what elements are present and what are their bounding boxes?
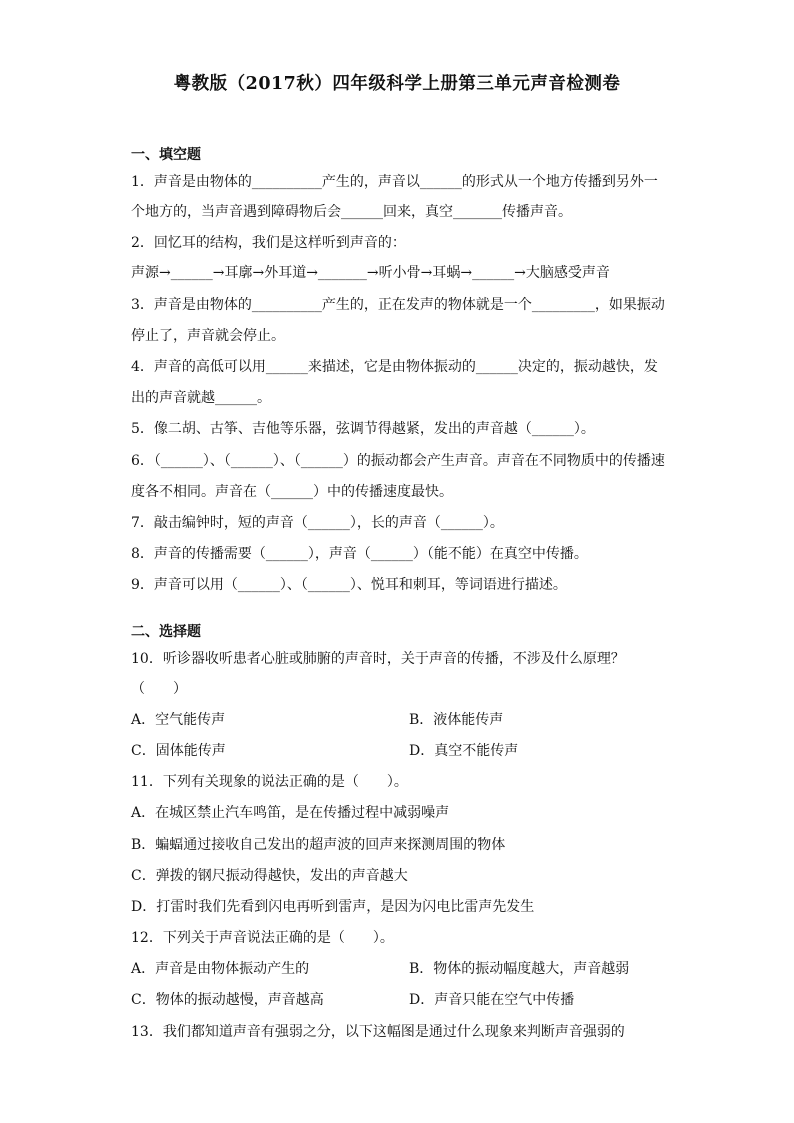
q10-option-d: D．真空不能传声 [409, 743, 519, 759]
q2-line-1: 2．回忆耳的结构，我们是这样听到声音的： [131, 235, 406, 251]
section-choice-heading: 二、选择题 [131, 624, 201, 640]
section-fill-in-heading: 一、填空题 [131, 147, 201, 163]
q12-option-b: B．物体的振动幅度越大，声音越弱 [409, 961, 630, 977]
q12-option-c: C．物体的振动越慢，声音越高 [131, 992, 324, 1008]
q7-line: 7．敲击编钟时，短的声音（______），长的声音（______）。 [131, 515, 504, 531]
q6-line-2: 度各不相同。声音在（______）中的传播速度最快。 [131, 484, 453, 500]
q10-option-b: B．液体能传声 [409, 712, 504, 728]
q11-option-d: D．打雷时我们先看到闪电再听到雷声，是因为闪电比雷声先发生 [131, 899, 535, 915]
q4-line-1: 4．声音的高低可以用______来描述，它是由物体振动的______决定的，振动越快，发 [131, 359, 658, 375]
q9-line: 9．声音可以用（______）、（______）、悦耳和刺耳，等词语进行描述。 [131, 577, 567, 593]
q5-line: 5．像二胡、古筝、吉他等乐器，弦调节得越紧，发出的声音越（______）。 [131, 421, 595, 437]
q3-line-2: 停止了，声音就会停止。 [131, 328, 285, 344]
q10-stem: 10．听诊器收听患者心脏或肺腑的声音时，关于声音的传播，不涉及什么原理？ [131, 651, 625, 667]
q10-option-a: A．空气能传声 [131, 712, 226, 728]
q11-stem: 11．下列有关现象的说法正确的是（ ）。 [131, 774, 408, 790]
q12-stem: 12．下列关于声音说法正确的是（ ）。 [131, 930, 394, 946]
q11-option-b: B．蝙蝠通过接收自己发出的超声波的回声来探测周围的物体 [131, 837, 506, 853]
q4-line-2: 出的声音就越______。 [131, 390, 271, 406]
q8-line: 8．声音的传播需要（______），声音（______）（能不能）在真空中传播。 [131, 546, 588, 562]
q13-stem: 13．我们都知道声音有强弱之分，以下这幅图是通过什么现象来判断声音强弱的 [131, 1024, 625, 1040]
page-title: 粤教版（2017秋）四年级科学上册第三单元声音检测卷 [173, 74, 621, 94]
q2-line-2: 声源→______→耳廓→外耳道→_______→听小骨→耳蜗→______→大脑感受声音 [131, 265, 610, 281]
q3-line-1: 3．声音是由物体的__________产生的，正在发声的物体就是一个_________，如果振动 [131, 297, 665, 313]
q1-line-1: 1．声音是由物体的__________产生的，声音以______的形式从一个地方传播到另外一 [131, 174, 658, 190]
q10-option-c: C．固体能传声 [131, 743, 226, 759]
q6-line-1: 6．（______）、（______）、（______）的振动都会产生声音。声音在不同物质中的传播速 [131, 453, 665, 469]
q12-option-d: D．声音只能在空气中传播 [409, 992, 575, 1008]
q10-answer-blank: （ ） [131, 681, 187, 697]
q11-option-a: A．在城区禁止汽车鸣笛，是在传播过程中减弱噪声 [131, 805, 450, 821]
q12-option-a: A．声音是由物体振动产生的 [131, 961, 310, 977]
q11-option-c: C．弹拨的钢尺振动得越快，发出的声音越大 [131, 868, 408, 884]
q1-line-2: 个地方的，当声音遇到障碍物后会______回来，真空_______传播声音。 [131, 204, 572, 220]
